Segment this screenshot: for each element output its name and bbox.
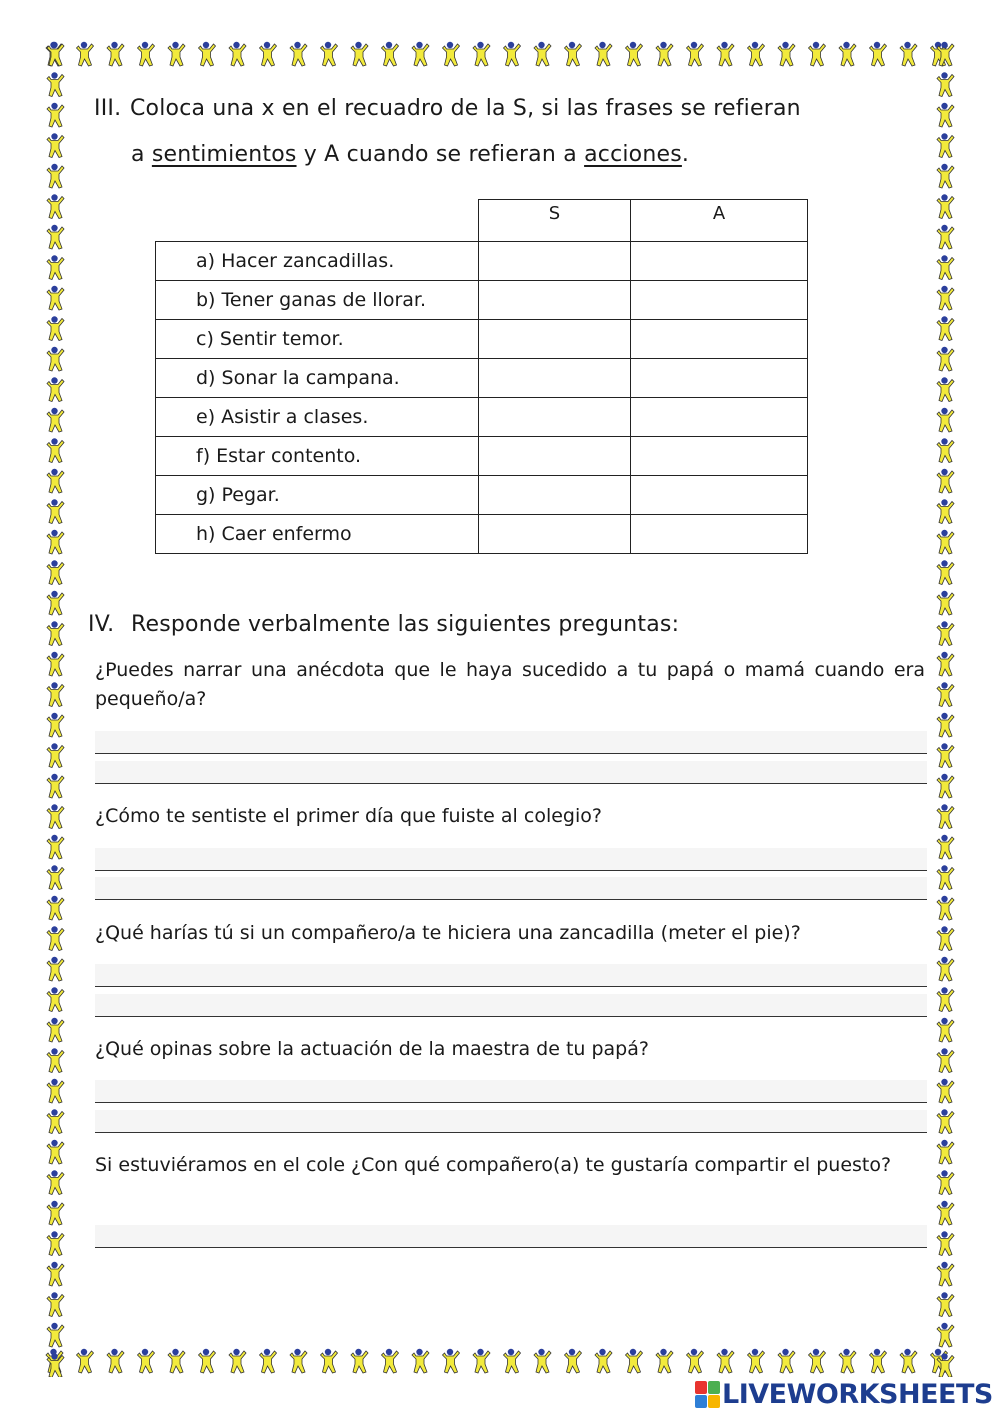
cartoon-figure-icon [937,621,954,645]
cartoon-figure-icon [47,347,64,371]
cartoon-figure-icon [937,1353,954,1377]
answer-line[interactable] [95,1080,927,1103]
cartoon-figure-icon [47,1079,64,1103]
cartoon-figure-icon [937,530,954,554]
cartoon-figure-icon [937,896,954,920]
cartoon-figure-icon [748,1349,765,1373]
row-label: e) Asistir a clases. [156,398,479,437]
checkbox-a[interactable] [631,476,808,515]
checkbox-a[interactable] [631,320,808,359]
cartoon-figure-icon [321,42,338,66]
cartoon-figure-icon [565,42,582,66]
cartoon-figure-icon [937,1048,954,1072]
cartoon-figure-icon [47,1353,64,1377]
section3-instruction-text: Coloca una x en el recuadro de la S, si las frases se refieran [130,96,801,121]
cartoon-figure-icon [937,804,954,828]
table-row [156,320,808,359]
section4-number: IV. [88,612,115,637]
cartoon-figure-icon [47,42,64,66]
cartoon-figure-icon [199,42,216,66]
row-label: f) Estar contento. [156,437,479,476]
cartoon-figure-icon [138,42,155,66]
cartoon-figure-icon [47,1292,64,1316]
answer-line[interactable] [95,994,927,1017]
cartoon-figure-icon [47,896,64,920]
cartoon-figure-icon [870,1349,887,1373]
instruction-prefix: a [131,142,152,167]
table-row [156,359,808,398]
cartoon-figure-icon [290,1349,307,1373]
cartoon-figure-icon [504,1349,521,1373]
cartoon-figure-icon [47,1018,64,1042]
cartoon-figure-icon [229,42,246,66]
section4-title-text: Responde verbalmente las siguientes preguntas: [131,612,680,637]
cartoon-figure-icon [47,957,64,981]
cartoon-figure-icon [937,1140,954,1164]
cartoon-figure-icon [47,164,64,188]
checkbox-s[interactable] [479,359,631,398]
cartoon-figure-icon [937,164,954,188]
cartoon-figure-icon [290,42,307,66]
cartoon-figure-icon [937,774,954,798]
cartoon-figure-icon [656,42,673,66]
cartoon-figure-icon [47,103,64,127]
answer-line[interactable] [95,761,927,784]
cartoon-figure-icon [839,42,856,66]
cartoon-figure-icon [937,103,954,127]
cartoon-figure-icon [47,72,64,96]
cartoon-figure-icon [778,1349,795,1373]
checkbox-s[interactable] [479,515,631,554]
cartoon-figure-icon [107,42,124,66]
cartoon-figure-icon [47,591,64,615]
checkbox-s[interactable] [479,242,631,281]
checkbox-s[interactable] [479,398,631,437]
cartoon-figure-icon [937,286,954,310]
cartoon-figure-icon [321,1349,338,1373]
cartoon-figure-icon [47,926,64,950]
row-label: b) Tener ganas de llorar. [156,281,479,320]
table-row [156,515,808,554]
word-sentimientos: sentimientos [151,142,297,167]
table-corner [156,200,479,242]
cartoon-figure-icon [687,1349,704,1373]
classification-table [155,199,808,554]
cartoon-figure-icon [47,1201,64,1225]
cartoon-figure-icon [937,194,954,218]
border-bottom [40,1343,960,1377]
checkbox-s[interactable] [479,476,631,515]
cartoon-figure-icon [107,1349,124,1373]
cartoon-figure-icon [937,72,954,96]
cartoon-figure-icon [595,42,612,66]
checkbox-a[interactable] [631,242,808,281]
cartoon-figure-icon [626,1349,643,1373]
table-header-row [156,200,808,242]
cartoon-figure-icon [937,408,954,432]
cartoon-figure-icon [656,1349,673,1373]
cartoon-figure-icon [717,42,734,66]
cartoon-figure-icon [47,560,64,584]
cartoon-figure-icon [937,347,954,371]
answer-line[interactable] [95,964,927,987]
cartoon-figure-icon [473,42,490,66]
question-1: ¿Puedes narrar una anécdota que le haya sucedido a tu papá o mamá cuando era pequeño/a? [95,659,925,710]
cartoon-figure-icon [937,469,954,493]
cartoon-figure-icon [47,1109,64,1133]
cartoon-figure-icon [47,194,64,218]
checkbox-a[interactable] [631,398,808,437]
cartoon-figure-icon [47,774,64,798]
cartoon-figure-icon [937,1292,954,1316]
cartoon-figure-icon [47,743,64,767]
row-label: h) Caer enfermo [156,515,479,554]
checkbox-a[interactable] [631,281,808,320]
row-label: g) Pegar. [156,476,479,515]
cartoon-figure-icon [382,42,399,66]
cartoon-figure-icon [47,1140,64,1164]
cartoon-figure-icon [534,42,551,66]
cartoon-figure-icon [47,1048,64,1072]
cartoon-figure-icon [47,438,64,462]
cartoon-figure-icon [260,1349,277,1373]
cartoon-figure-icon [47,1262,64,1286]
row-label: a) Hacer zancadillas. [156,242,479,281]
cartoon-figure-icon [900,1349,917,1373]
cartoon-figure-icon [748,42,765,66]
cartoon-figure-icon [717,1349,734,1373]
checkbox-s[interactable] [479,320,631,359]
row-label: c) Sentir temor. [156,320,479,359]
cartoon-figure-icon [809,1349,826,1373]
cartoon-figure-icon [839,1349,856,1373]
cartoon-figure-icon [138,1349,155,1373]
section3-instruction-line1 [94,96,801,121]
cartoon-figure-icon [937,987,954,1011]
cartoon-figure-icon [937,133,954,157]
cartoon-figure-icon [687,42,704,66]
cartoon-figure-icon [199,1349,216,1373]
cartoon-figure-icon [809,42,826,66]
cartoon-figure-icon [937,926,954,950]
cartoon-figure-icon [47,1170,64,1194]
cartoon-figure-icon [900,42,917,66]
cartoon-figure-icon [937,957,954,981]
cartoon-figure-icon [534,1349,551,1373]
cartoon-figure-icon [47,225,64,249]
cartoon-figure-icon [937,652,954,676]
cartoon-figure-icon [77,1349,94,1373]
answer-line[interactable] [95,731,927,754]
question-5: Si estuviéramos en el cole ¿Con qué compañero(a) te gustaría compartir el puesto? [95,1154,892,1176]
table-row [156,437,808,476]
checkbox-s[interactable] [479,437,631,476]
cartoon-figure-icon [47,835,64,859]
cartoon-figure-icon [937,835,954,859]
answer-line[interactable] [95,1110,927,1133]
border-top [40,36,960,70]
cartoon-figure-icon [47,865,64,889]
cartoon-figure-icon [937,438,954,462]
logo-badge-icon [695,1381,719,1407]
cartoon-figure-icon [47,1231,64,1255]
cartoon-figure-icon [595,1349,612,1373]
cartoon-figure-icon [870,42,887,66]
question-4: ¿Qué opinas sobre la actuación de la maestra de tu papá? [95,1038,649,1060]
cartoon-figure-icon [937,743,954,767]
border-left [40,36,70,1377]
cartoon-figure-icon [47,1323,64,1347]
instruction-end: . [681,142,690,167]
cartoon-figure-icon [937,377,954,401]
cartoon-figure-icon [412,42,429,66]
cartoon-figure-icon [937,1262,954,1286]
cartoon-figure-icon [565,1349,582,1373]
cartoon-figure-icon [47,316,64,340]
cartoon-figure-icon [937,682,954,706]
cartoon-figure-icon [47,804,64,828]
cartoon-figure-icon [937,225,954,249]
cartoon-figure-icon [47,530,64,554]
logo-text: LIVEWORKSHEETS [722,1378,993,1410]
answer-line[interactable] [95,848,927,871]
cartoon-figure-icon [937,1323,954,1347]
table-row [156,476,808,515]
cartoon-figure-icon [937,499,954,523]
cartoon-figure-icon [937,1018,954,1042]
cartoon-figure-icon [260,42,277,66]
header-s: S [479,200,631,242]
cartoon-figure-icon [937,591,954,615]
cartoon-figure-icon [47,286,64,310]
cartoon-figure-icon [47,408,64,432]
cartoon-figure-icon [443,42,460,66]
question-3: ¿Qué harías tú si un compañero/a te hiciera una zancadilla (meter el pie)? [95,922,801,944]
question-2: ¿Cómo te sentiste el primer día que fuiste al colegio? [95,805,602,827]
cartoon-figure-icon [937,1201,954,1225]
cartoon-figure-icon [168,42,185,66]
answer-line[interactable] [95,1225,927,1248]
cartoon-figure-icon [473,1349,490,1373]
checkbox-s[interactable] [479,281,631,320]
cartoon-figure-icon [351,42,368,66]
cartoon-figure-icon [47,652,64,676]
answer-line[interactable] [95,877,927,900]
checkbox-a[interactable] [631,437,808,476]
cartoon-figure-icon [47,255,64,279]
cartoon-figure-icon [937,1231,954,1255]
cartoon-figure-icon [47,621,64,645]
cartoon-figure-icon [229,1349,246,1373]
cartoon-figure-icon [77,42,94,66]
cartoon-figure-icon [47,377,64,401]
cartoon-figure-icon [47,987,64,1011]
cartoon-figure-icon [937,42,954,66]
cartoon-figure-icon [504,42,521,66]
cartoon-figure-icon [412,1349,429,1373]
cartoon-figure-icon [47,713,64,737]
instruction-middle: y A cuando se refieran a [296,142,585,167]
table-row [156,281,808,320]
checkbox-a[interactable] [631,515,808,554]
cartoon-figure-icon [937,1170,954,1194]
table-row [156,398,808,437]
cartoon-figure-icon [47,133,64,157]
cartoon-figure-icon [443,1349,460,1373]
section4-title [88,612,679,637]
cartoon-figure-icon [47,499,64,523]
cartoon-figure-icon [382,1349,399,1373]
cartoon-figure-icon [778,42,795,66]
liveworksheets-logo [695,1379,993,1409]
cartoon-figure-icon [937,713,954,737]
cartoon-figure-icon [47,469,64,493]
row-label: d) Sonar la campana. [156,359,479,398]
cartoon-figure-icon [937,1109,954,1133]
cartoon-figure-icon [937,1079,954,1103]
cartoon-figure-icon [937,316,954,340]
cartoon-figure-icon [937,255,954,279]
checkbox-a[interactable] [631,359,808,398]
cartoon-figure-icon [47,682,64,706]
header-a: A [631,200,808,242]
section3-instruction-line2 [131,142,689,167]
cartoon-figure-icon [626,42,643,66]
cartoon-figure-icon [168,1349,185,1373]
cartoon-figure-icon [351,1349,368,1373]
table-row [156,242,808,281]
cartoon-figure-icon [937,560,954,584]
section3-number: III. [94,96,122,121]
border-right [930,36,960,1377]
cartoon-figure-icon [937,865,954,889]
word-acciones: acciones [584,142,682,167]
